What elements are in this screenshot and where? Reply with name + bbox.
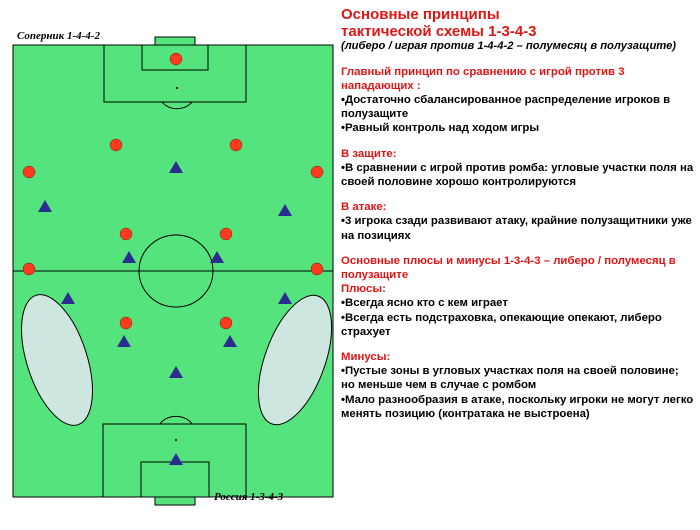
panel-subtitle: (либеро / играя против 1-4-4-2 – полумесяц в полузащите) [341, 40, 677, 52]
opponent-player-marker [230, 139, 242, 151]
opponent-player-marker [311, 166, 323, 178]
defense-heading: В защите: [341, 147, 397, 160]
bottom-penalty-spot [175, 439, 177, 441]
opponent-player-marker [170, 53, 182, 65]
cons-heading: Минусы: [341, 350, 391, 363]
top-penalty-spot [176, 87, 178, 89]
opponent-player-marker [110, 139, 122, 151]
opponent-player-marker [220, 317, 232, 329]
attack-item: •3 игрока сзади развивают атаку, крайние полузащитники уже на позициях [341, 215, 692, 242]
main-item: •Равный контроль над ходом игры [341, 122, 540, 135]
pros-heading: Плюсы: [341, 283, 386, 296]
defense-item: •В сравнении с игрой против ромба: угловые участки поля на своей половине хорошо контролируются [341, 161, 694, 188]
bottom-goal [155, 497, 195, 505]
pitch-diagram [0, 0, 340, 530]
opponent-player-marker [23, 166, 35, 178]
pros-item: •Всегда есть подстраховка, опекающие опекают, либеро страхует [341, 311, 662, 338]
top-goal [155, 37, 195, 45]
main-item: •Достаточно сбалансированное распределение игроков в полузащите [341, 93, 671, 121]
opponent-player-marker [23, 263, 35, 275]
principles-panel [341, 7, 695, 421]
opponent-formation-label: Соперник 1-4-4-2 [17, 30, 100, 42]
panel-title-line1: Основные принципы [341, 6, 500, 23]
opponent-player-marker [220, 228, 232, 240]
russia-formation-label: Россия 1-3-4-3 [214, 491, 284, 503]
main-principle-heading: Главный принцип по сравнению с игрой против 3 нападающих : [341, 65, 625, 92]
attack-heading: В атаке: [341, 201, 387, 214]
cons-item: •Мало разнообразия в атаке, поскольку игроки не могут легко менять позицию (контратака не выстроена) [341, 393, 694, 420]
cons-item: •Пустые зоны в угловых участках поля на своей половине; но меньше чем в случае с ромбом [341, 365, 679, 392]
pros-cons-heading: Основные плюсы и минусы 1-3-4-3 – либеро / полумесяц в полузащите [341, 254, 676, 281]
opponent-player-marker [311, 263, 323, 275]
opponent-player-marker [120, 228, 132, 240]
panel-title-line2: тактической схемы 1-3-4-3 [341, 22, 537, 40]
opponent-player-marker [120, 317, 132, 329]
pros-item: •Всегда ясно кто с кем играет [341, 297, 508, 310]
